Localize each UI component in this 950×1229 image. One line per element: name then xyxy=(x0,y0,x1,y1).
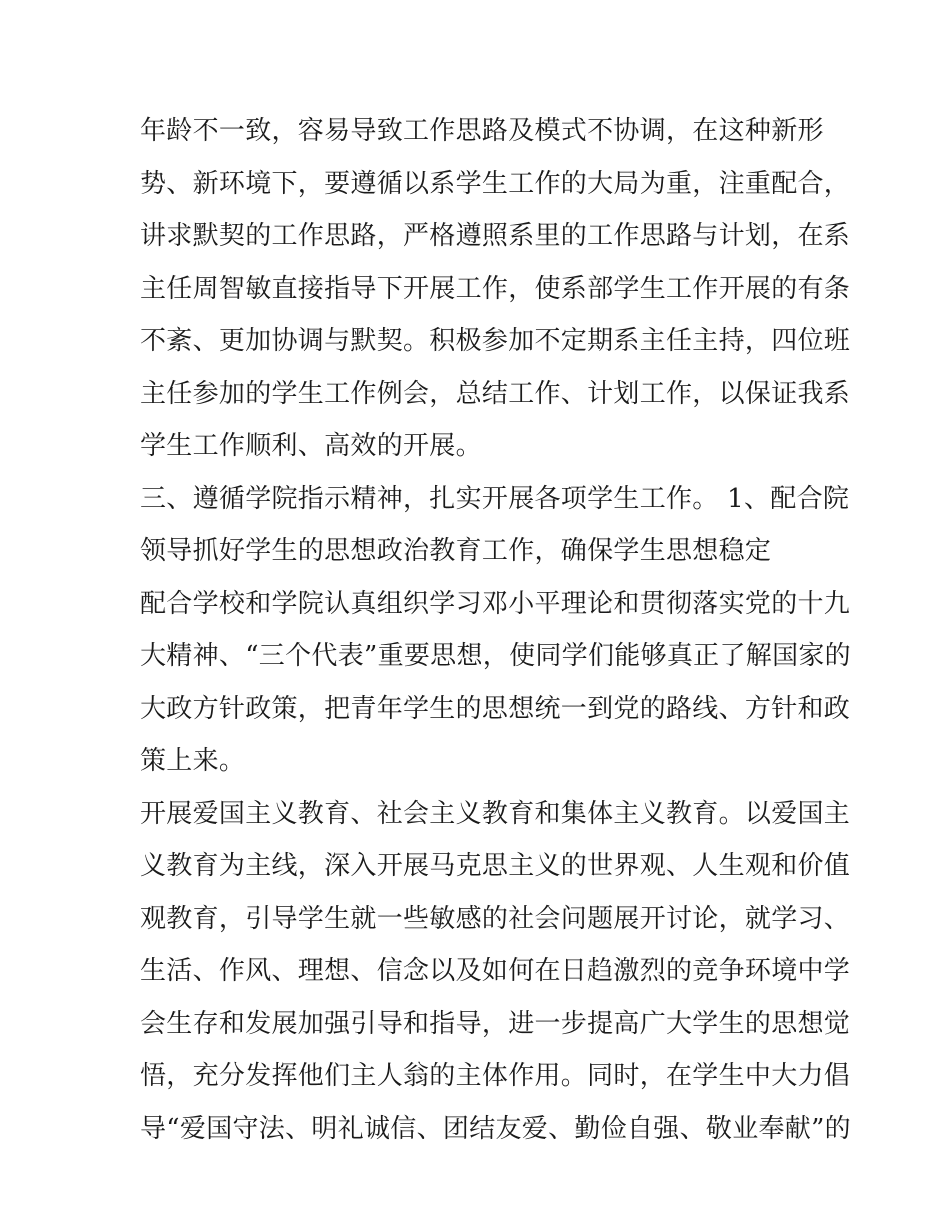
text-line: 导“爱国守法、明礼诚信、团结友爱、勤俭自强、敬业奉献”的 xyxy=(140,1113,851,1144)
text-line: 策上来。 xyxy=(140,746,246,776)
text-line: 会生存和发展加强引导和指导，进一步提高广大学生的思想觉 xyxy=(140,1008,851,1039)
text-line: 开展爱国主义教育、社会主义教育和集体主义教育。以爱国主 xyxy=(140,798,851,829)
text-line: 学生工作顺利、高效的开展。 xyxy=(140,431,482,461)
text-line: 领导抓好学生的思想政治教育工作，确保学生思想稳定 xyxy=(140,536,772,566)
text-line: 悟，充分发挥他们主人翁的主体作用。同时，在学生中大力倡 xyxy=(140,1061,851,1091)
text-line: 生活、作风、理想、信念以及如何在日趋激烈的竞争环境中学 xyxy=(140,956,851,986)
text-line: 观教育，引导学生就一些敏感的社会问题展开讨论，就学习、 xyxy=(140,903,851,934)
text-line: 势、新环境下，要遵循以系学生工作的大局为重，注重配合， xyxy=(140,168,851,199)
text-line: 讲求默契的工作思路，严格遵照系里的工作思路与计划，在系 xyxy=(140,221,851,251)
text-line: 配合学校和学院认真组织学习邓小平理论和贯彻落实党的十九 xyxy=(140,588,851,619)
text-line: 主任参加的学生工作例会，总结工作、计划工作，以保证我系 xyxy=(140,378,851,409)
text-line: 不紊、更加协调与默契。积极参加不定期系主任主持，四位班 xyxy=(140,326,851,356)
text-line: 主任周智敏直接指导下开展工作，使系部学生工作开展的有条 xyxy=(140,273,851,304)
body-text xyxy=(140,105,851,1155)
text-line: 年龄不一致，容易导致工作思路及模式不协调，在这种新形 xyxy=(140,116,824,146)
text-line: 义教育为主线，深入开展马克思主义的世界观、人生观和价值 xyxy=(140,851,851,881)
section-heading-line: 三、遵循学院指示精神，扎实开展各项学生工作。 1、配合院 xyxy=(140,483,850,514)
text-line: 大政方针政策，把青年学生的思想统一到党的路线、方针和政 xyxy=(140,693,851,724)
text-line: 大精神、“三个代表”重要思想，使同学们能够真正了解国家的 xyxy=(140,641,851,671)
